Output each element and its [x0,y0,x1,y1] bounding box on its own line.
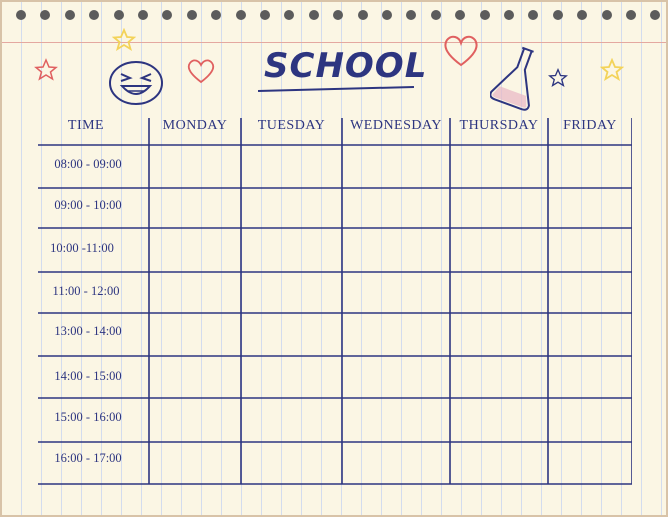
binder-hole [626,10,636,20]
star-icon [34,58,58,82]
laughing-face-icon [106,58,166,108]
binder-hole [211,10,221,20]
time-slot: 15:00 - 16:00 [54,410,122,424]
binder-hole [138,10,148,20]
binder-hole [16,10,26,20]
binder-hole [553,10,563,20]
star-icon [548,68,568,88]
binder-hole [309,10,319,20]
title-underline [258,86,414,92]
header-tuesday: TUESDAY [257,118,326,133]
heart-icon [186,58,216,84]
binder-hole [382,10,392,20]
binder-hole [577,10,587,20]
time-slot: 11:00 - 12:00 [52,284,120,298]
binder-hole [480,10,490,20]
binder-hole [455,10,465,20]
binder-hole [284,10,294,20]
binder-holes [2,2,666,32]
binder-hole [236,10,246,20]
binder-hole [431,10,441,20]
time-slot: 13:00 - 14:00 [54,324,122,338]
time-slot: 16:00 - 17:00 [54,451,122,465]
page-title: SCHOOL [264,46,428,86]
time-slot: 09:00 - 10:00 [54,198,122,212]
header-monday: MONDAY [162,118,228,133]
time-slot: 14:00 - 15:00 [54,369,122,383]
binder-hole [602,10,612,20]
time-slot: 10:00 -11:00 [50,241,114,255]
binder-hole [40,10,50,20]
flask-icon [490,42,546,112]
heart-icon [442,34,480,68]
star-icon [600,58,624,82]
binder-hole [406,10,416,20]
binder-hole [358,10,368,20]
binder-hole [187,10,197,20]
binder-hole [114,10,124,20]
binder-hole [528,10,538,20]
binder-hole [333,10,343,20]
star-icon [112,28,136,52]
margin-line [2,42,666,43]
binder-hole [504,10,514,20]
header-wednesday: WEDNESDAY [350,118,442,133]
header-friday: FRIDAY [563,118,617,133]
header-thursday: THURSDAY [459,118,539,133]
binder-hole [260,10,270,20]
binder-hole [89,10,99,20]
binder-hole [162,10,172,20]
notebook-paper [2,2,666,515]
binder-hole [650,10,660,20]
header-time: TIME [67,118,105,133]
time-slot: 08:00 - 09:00 [54,157,122,171]
binder-hole [65,10,75,20]
